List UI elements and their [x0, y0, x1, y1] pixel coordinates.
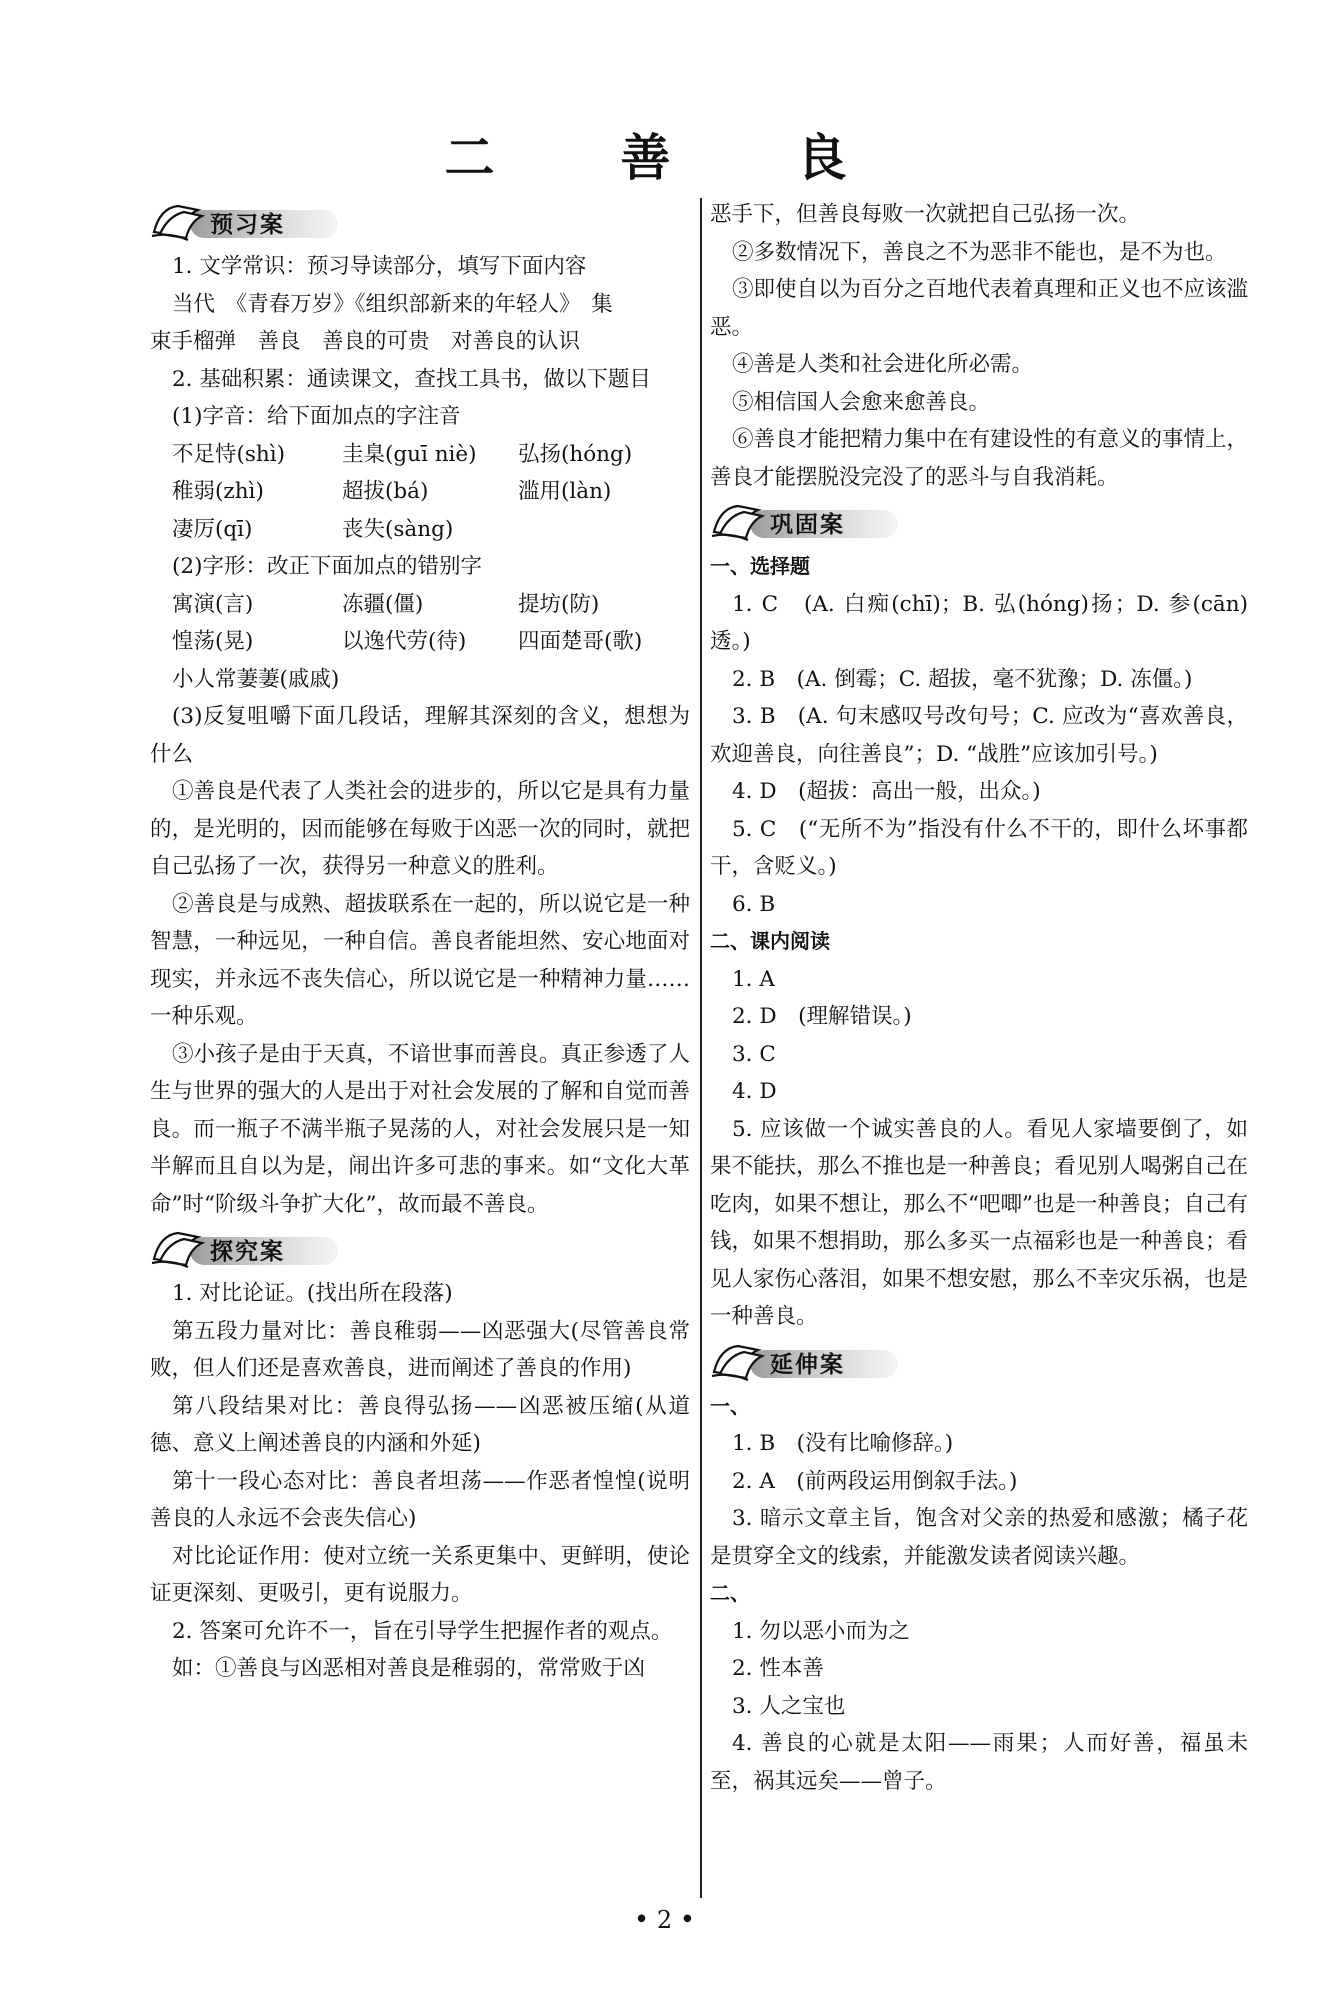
answer-item: 6. B	[732, 891, 776, 917]
answer-item: 2. D (理解错误。)	[732, 1004, 912, 1029]
answer-item: 5. 应该做一个诚实善良的人。看见人家墙要倒了，如果不能扶，那么不推也是一种善良；看见别人喝粥自己在吃肉，如果不想让，那么不“吧唧”也是一种善良；自己有钱，如果不想捐助，那么多买一点福彩也是一种善良；看见人家伤心落泪，如果不想安慰，那么不幸灾乐祸，也是一种善良。	[710, 1116, 1248, 1329]
section-header-consolidate	[710, 500, 1248, 544]
correction-item: 四面楚哥(歌)	[518, 629, 643, 654]
answer-item: 3. B (A. 句末感叹号改句号；C. 应改为“喜欢善良，欢迎善良，向往善良”；D. “战胜”应该加引号。)	[710, 704, 1248, 767]
pinyin-item: 超拔(bá)	[342, 479, 429, 504]
paragraph: 第八段结果对比：善良得弘扬——凶恶被压缩(从道德、意义上阐述善良的内涵和外延)	[150, 1393, 690, 1456]
paragraph: 2. 答案可允许不一，旨在引导学生把握作者的观点。	[172, 1618, 673, 1644]
answer-item: 2. 性本善	[732, 1656, 824, 1681]
page-number-dot: •	[633, 1905, 650, 1935]
correction-item: 寓演(言)	[172, 591, 254, 617]
pinyin-item: 凄厉(qī)	[172, 516, 253, 542]
paragraph: ③小孩子是由于天真，不谙世事而善良。真正参透了人生与世界的强大的人是出于对社会发展的了解和自觉而善良。而一瓶子不满半瓶子晃荡的人，对社会发展只是一知半解而且自以为是，闹出许多可悲的事来。如“文化大革命”时“阶级斗争扩大化”，故而最不善良。	[150, 1041, 690, 1217]
text-line: 2. 基础积累：通读课文，查找工具书，做以下题目	[172, 366, 651, 392]
paragraph: ①善良是代表了人类社会的进步的，所以它是具有力量的，是光明的，因而能够在每败于凶恶一次的同时，就把自己弘扬了一次，获得另一种意义的胜利。	[150, 779, 690, 879]
section-label: 预习案	[210, 212, 285, 238]
book-icon	[150, 1229, 208, 1269]
page-title: 二 善 良	[444, 129, 885, 187]
pinyin-item: 稚弱(zhì)	[172, 479, 264, 504]
section-header-explore	[150, 1227, 690, 1271]
paragraph: (3)反复咀嚼下面几段话，理解其深刻的含义，想想为什么	[150, 704, 690, 767]
pinyin-item: 弘扬(hóng)	[518, 441, 633, 467]
pinyin-row	[150, 473, 690, 511]
text-line: 当代 《青春万岁》《组织部新来的年轻人》 集	[172, 291, 613, 317]
answer-item: 1. A	[732, 966, 775, 992]
answer-item: 2. A (前两段运用倒叙手法。)	[732, 1468, 1018, 1494]
paragraph: 如：①善良与凶恶相对善良是稚弱的，常常败于凶	[172, 1656, 646, 1681]
answer-item: 3. C	[732, 1041, 776, 1067]
text-line: 1. 文学常识：预习导读部分，填写下面内容	[172, 254, 587, 279]
subheading: 一、选择题	[710, 554, 810, 578]
right-column	[710, 196, 1248, 1800]
section-header-preview	[150, 200, 690, 244]
answer-item: 1. C (A. 白痴(chī)；B. 弘(hóng)扬；D. 参(cān)透。)	[710, 591, 1248, 654]
answer-item: 4. D	[732, 1079, 777, 1104]
answer-item: 3. 暗示文章主旨，饱含对父亲的热爱和感激；橘子花是贯穿全文的线索，并能激发读者阅读兴趣。	[710, 1506, 1248, 1569]
text-line: 小人常萋萋(戚戚)	[172, 666, 340, 692]
pinyin-item: 不足恃(shì)	[172, 441, 286, 467]
subheading: 一、	[710, 1393, 750, 1418]
correction-row	[150, 586, 690, 624]
paragraph: ⑤相信国人会愈来愈善良。	[732, 389, 991, 415]
answer-item: 5. C (“无所不为”指没有什么不干的，即什么坏事都干，含贬义。)	[710, 816, 1248, 879]
column-divider	[700, 198, 702, 1898]
paragraph: ⑥善良才能把精力集中在有建设性的有意义的事情上，善良才能摆脱没完没了的恶斗与自我消耗。	[710, 427, 1249, 490]
paragraph: 第五段力量对比：善良稚弱——凶恶强大(尽管善良常败，但人们还是喜欢善良，进而阐述了善良的作用)	[150, 1318, 690, 1381]
paragraph: ②善良是与成熟、超拔联系在一起的，所以说它是一种智慧，一种远见，一种自信。善良者能坦然、安心地面对现实，并永远不丧失信心，所以说它是一种精神力量……一种乐观。	[150, 891, 690, 1029]
text-line: (2)字形：改正下面加点的错别字	[172, 554, 482, 579]
page-number	[0, 1905, 1329, 1935]
paragraph: ②多数情况下，善良之不为恶非不能也，是不为也。	[732, 239, 1227, 265]
pinyin-row	[150, 511, 690, 549]
book-icon	[710, 502, 768, 542]
page-number-value: 2	[656, 1906, 673, 1934]
book-icon	[710, 1342, 768, 1382]
answer-item: 4. 善良的心就是太阳——雨果；人而好善，福虽未至，祸其远矣——曾子。	[710, 1731, 1248, 1794]
correction-item: 冻疆(僵)	[342, 591, 424, 617]
paragraph: ④善是人类和社会进化所必需。	[732, 352, 1034, 377]
subheading: 二、课内阅读	[710, 929, 830, 953]
answer-item: 1. 勿以恶小而为之	[732, 1618, 910, 1644]
correction-row	[150, 623, 690, 661]
paragraph: 第十一段心态对比：善良者坦荡——作恶者惶惶(说明善良的人永远不会丧失信心)	[150, 1468, 690, 1531]
text-line: 束手榴弹 善良 善良的可贵 对善良的认识	[150, 329, 581, 354]
section-label: 巩固案	[770, 512, 845, 538]
paragraph: 对比论证作用：使对立统一关系更集中、更鲜明，使论证更深刻、更吸引，更有说服力。	[150, 1543, 690, 1606]
book-icon	[150, 202, 208, 242]
answer-item: 3. 人之宝也	[732, 1693, 846, 1719]
pinyin-item: 圭臬(guī niè)	[342, 441, 477, 467]
section-label: 延伸案	[770, 1351, 845, 1378]
page-number-dot: •	[679, 1905, 696, 1935]
correction-item: 惶荡(晃)	[172, 629, 254, 654]
pinyin-item: 滥用(làn)	[518, 479, 612, 504]
answer-item: 1. B (没有比喻修辞。)	[732, 1431, 954, 1456]
paragraph: 恶手下，但善良每败一次就把自己弘扬一次。	[710, 202, 1141, 227]
correction-item: 提坊(防)	[518, 591, 600, 617]
answer-item: 2. B (A. 倒霉；C. 超拔，毫不犹豫；D. 冻僵。)	[732, 666, 1193, 692]
section-label: 探究案	[210, 1239, 285, 1265]
pinyin-row	[150, 436, 690, 474]
answer-item: 4. D (超拔：高出一般，出众。)	[732, 779, 1041, 804]
correction-item: 以逸代劳(待)	[342, 629, 467, 654]
pinyin-item: 丧失(sàng)	[342, 516, 454, 542]
section-header-extend	[710, 1340, 1248, 1384]
text-line: (1)字音：给下面加点的字注音	[172, 404, 461, 429]
subheading: 二、	[710, 1581, 750, 1605]
paragraph: 1. 对比论证。(找出所在段落)	[172, 1281, 453, 1306]
paragraph: ③即使自以为百分之百地代表着真理和正义也不应该滥恶。	[710, 277, 1249, 340]
left-column	[150, 196, 690, 1688]
